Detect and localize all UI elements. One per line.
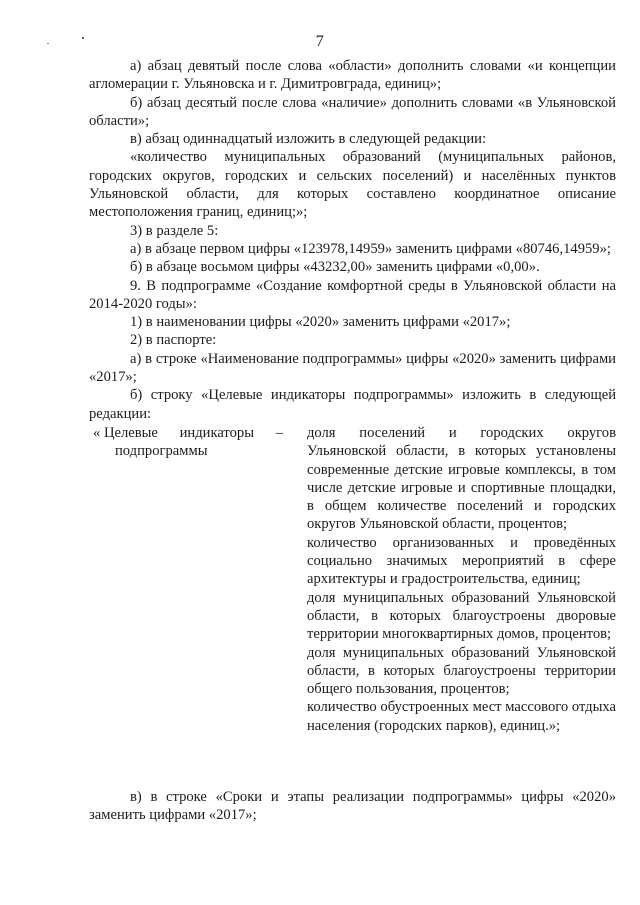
paragraph: а) в абзаце первом цифры «123978,14959» заменить цифрами «80746,14959»; [130,240,611,257]
indicator-item: количество обустроенных мест массового отдыха населения (городских парков), единиц.»; [307,699,616,734]
indicator-item: доля муниципальных образований Ульяновской области, в которых благоустроены территории общего пользования, процентов; [307,644,616,698]
indicator-item: доля муниципальных образований Ульяновской области, в которых благоустроены дворовые территории многоквартирных домов, процентов; [307,589,616,643]
table-label-part: подпрограммы [115,443,208,460]
indicator-item: доля поселений и городских округов Ульяновской области, в которых установлены современные детские игровые комплексы, в том числе детские игровые и спортивные площадки, в общем количестве поселений и городских округов Ульяновской области, процентов; [307,424,616,533]
paragraph: в) в строке «Сроки и этапы реализации подпрограммы» цифры «2020» заменить цифрами «2017»; [89,788,616,824]
paragraph: б) строку «Целевые индикаторы подпрограммы» изложить в следующей редакции: [89,387,616,422]
table-label-part: индикаторы [179,424,255,441]
indicators-table [89,424,616,788]
document-body [89,57,616,825]
paragraph: «количество муниципальных образований (муниципальных районов, городских округов, городских и сельских поселений) и населённых пунктов Ульяновской области, для которых составлено координатное описание местоположения границ, единиц;»; [89,149,616,221]
paragraph: в) абзац одиннадцатый изложить в следующей редакции: [130,131,486,148]
paragraph: 3) в разделе 5: [130,222,219,239]
paragraph: 2) в паспорте: [130,332,217,349]
paragraph: 1) в наименовании цифры «2020» заменить цифрами «2017»; [130,314,511,331]
paragraph: б) абзац десятый после слова «наличие» дополнить словами «в Ульяновской области»; [89,94,616,129]
paragraph: 9. В подпрограмме «Создание комфортной среды в Ульяновской области на 2014-2020 годы»: [89,277,616,312]
table-label-cell [93,424,283,461]
paragraph: а) в строке «Наименование подпрограммы» цифры «2020» заменить цифрами «2017»; [89,350,616,386]
table-dash: – [275,424,283,441]
indicator-item: количество организованных и проведённых социально значимых мероприятий в сфере архитектуры и градостроительства, единиц; [307,534,616,588]
table-label-part: « Целевые [93,424,158,441]
paragraph: б) в абзаце восьмом цифры «43232,00» заменить цифрами «0,00». [130,259,540,276]
page-number: 7 [315,33,325,50]
table-value-cell [307,424,616,735]
paragraph: а) абзац девятый после слова «области» дополнить словами «и концепции агломерации г. Ульяновска и г. Димитровграда, единиц»; [89,58,616,93]
